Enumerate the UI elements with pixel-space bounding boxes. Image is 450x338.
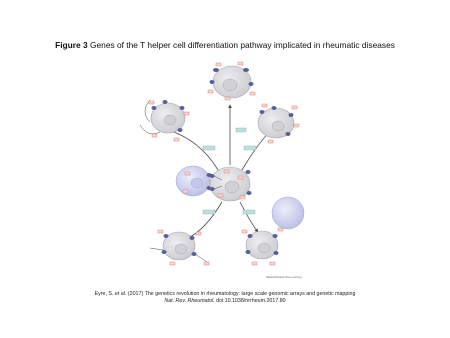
nucleus	[223, 79, 237, 91]
bottom-left-t-helper-cell	[150, 230, 209, 265]
gene-box	[292, 106, 297, 109]
citation-etal: et al.	[114, 291, 127, 297]
receptor-icon	[243, 68, 249, 72]
gene-box	[204, 262, 209, 265]
gene-box	[252, 262, 257, 265]
gene-box	[250, 92, 255, 95]
gene-box	[218, 194, 223, 197]
nucleus	[272, 121, 284, 131]
receptor-icon	[248, 234, 253, 238]
receptor-icon	[180, 106, 185, 110]
gene-box	[242, 230, 247, 233]
gene-box	[294, 124, 299, 127]
gene-box	[240, 196, 245, 199]
citation-title: (2017) The genetics revolution in rheumatology: large scale genomic arrays and genetic mapping	[127, 291, 356, 297]
gene-box	[262, 104, 267, 107]
receptor-icon	[272, 106, 277, 110]
cd28-icon	[210, 187, 215, 191]
receptor-icon	[192, 252, 197, 256]
citation-authors: Eyre, S.	[94, 291, 114, 297]
receptor-icon	[163, 100, 168, 104]
gene-box	[152, 134, 157, 137]
gene-box	[174, 138, 179, 141]
gene-box	[184, 112, 189, 115]
receptor-icon	[246, 250, 251, 254]
arrow-to-bottom-left-cell	[188, 202, 222, 238]
receptor-icon	[178, 128, 183, 132]
cytokine-box	[203, 210, 215, 214]
gene-box	[225, 97, 230, 100]
receptor-icon	[246, 170, 251, 174]
credit-journal: Nature Reviews	[266, 276, 285, 279]
cytokine-box	[236, 128, 246, 132]
gene-box	[158, 230, 163, 233]
citation-line-2	[0, 298, 450, 305]
receptor-icon	[286, 132, 291, 136]
gene-box	[278, 228, 283, 231]
figure-title-text: Genes of the T helper cell differentiation pathway implicated in rheumatic diseases	[89, 40, 395, 50]
receptor-icon	[213, 68, 219, 72]
figure-citation	[0, 291, 450, 305]
receptor-icon	[289, 113, 294, 117]
tcr-icon	[210, 174, 215, 178]
receptor-icon	[247, 191, 252, 195]
gene-box	[170, 262, 175, 265]
antigen-presenting-cell	[176, 166, 212, 196]
gene-box	[224, 170, 229, 173]
cytokine-box	[203, 146, 215, 150]
nucleus	[225, 181, 239, 193]
bottom-right-t-helper-cell	[242, 228, 283, 265]
cytokine-box	[243, 210, 255, 214]
figure-label: Figure 3	[55, 40, 88, 50]
gene-box	[208, 90, 213, 93]
left-t-helper-cell	[140, 100, 189, 141]
receptor-icon	[273, 234, 278, 238]
figure-credit	[266, 276, 302, 279]
citation-doi: doi:10.1038/nrrheum.2017.80	[216, 298, 286, 304]
right-t-helper-cell	[258, 104, 299, 143]
nucleus	[191, 178, 203, 188]
gene-box	[185, 172, 190, 175]
citation-line-1	[0, 291, 450, 298]
nucleus	[164, 115, 176, 125]
gene-box	[238, 62, 243, 65]
gene-box	[238, 176, 243, 179]
receptor-icon	[274, 251, 279, 255]
receptor-icon	[210, 80, 215, 84]
top-t-helper-cell	[208, 62, 255, 100]
gene-box	[268, 140, 273, 143]
naive-t-cell	[210, 167, 252, 201]
receptor-icon	[260, 110, 265, 114]
receptor-icon	[190, 236, 195, 240]
receptor-icon	[152, 106, 157, 110]
credit-section: Rheumatology	[285, 276, 302, 279]
nucleus	[258, 243, 270, 253]
receptor-icon	[249, 82, 254, 86]
citation-journal: Nat. Rev. Rheumatol.	[164, 298, 215, 304]
large-apc-cell	[272, 197, 304, 229]
nucleus	[175, 244, 187, 254]
receptor-icon	[162, 250, 167, 254]
gene-box	[196, 232, 201, 235]
gene-box	[149, 101, 154, 104]
cytokine-box	[244, 146, 256, 150]
gene-box	[216, 63, 221, 66]
receptor-icon	[164, 234, 169, 238]
gene-box	[270, 262, 275, 265]
gene-box	[183, 190, 188, 193]
arrow-to-bottom-right-cell	[240, 202, 258, 232]
